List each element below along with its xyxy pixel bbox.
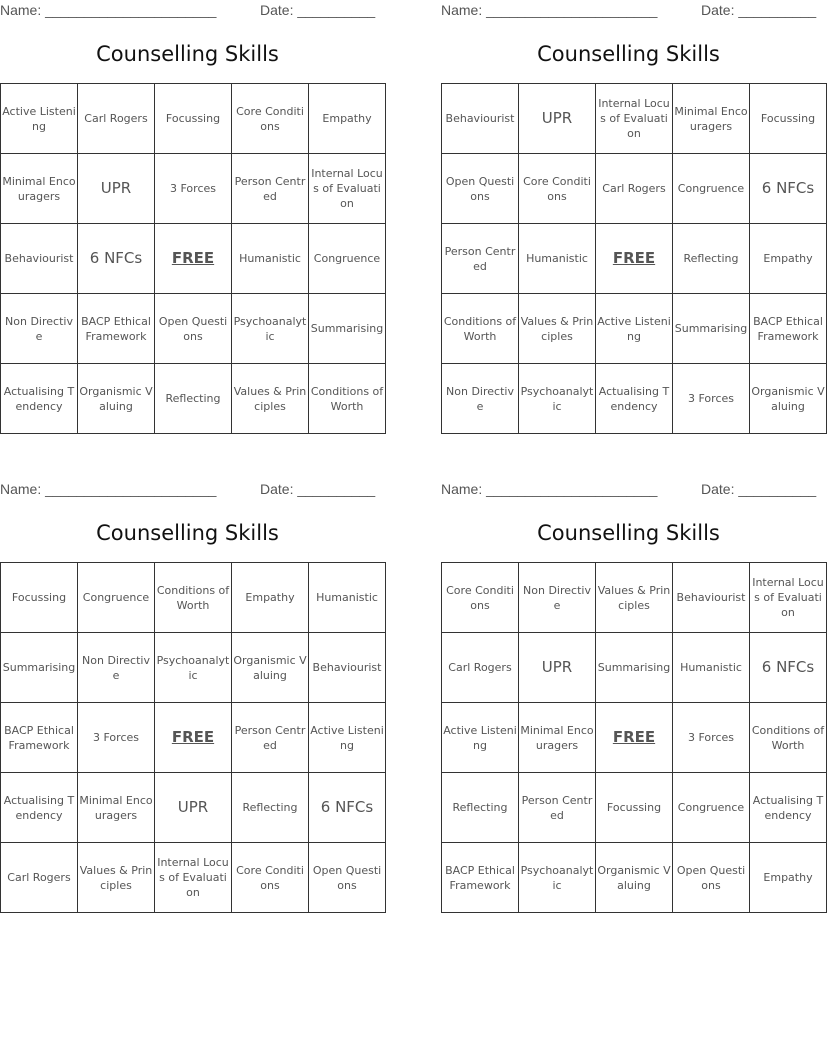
bingo-cell: Psychoanalytic (232, 294, 309, 364)
free-space-cell: FREE (155, 224, 232, 294)
bingo-cell: Internal Locus of Evaluation (596, 84, 673, 154)
bingo-cell: Non Directive (519, 563, 596, 633)
card-title: Counselling Skills (96, 42, 279, 66)
bingo-cell: Actualising Tendency (1, 364, 78, 434)
bingo-cell: Focussing (750, 84, 827, 154)
bingo-cell: Organismic Valuing (78, 364, 155, 434)
bingo-cell: Reflecting (442, 773, 519, 843)
card-title: Counselling Skills (537, 521, 720, 545)
bingo-cell: Person Centred (232, 154, 309, 224)
bingo-cell: Non Directive (442, 364, 519, 434)
card-header (441, 479, 816, 499)
bingo-cell: Summarising (309, 294, 386, 364)
card-header (0, 479, 375, 499)
bingo-cell: Humanistic (673, 633, 750, 703)
bingo-card (441, 479, 825, 919)
name-field-label: Name: ______________________ (441, 2, 658, 18)
bingo-cell: Open Questions (309, 843, 386, 913)
bingo-grid (441, 562, 827, 913)
bingo-cell: Open Questions (673, 843, 750, 913)
grid-row (1, 563, 386, 633)
bingo-cell: Empathy (232, 563, 309, 633)
grid-row (442, 84, 827, 154)
bingo-cell: Empathy (750, 843, 827, 913)
free-space-cell: FREE (596, 703, 673, 773)
date-field-label: Date: __________ (260, 2, 376, 18)
bingo-cell: Humanistic (309, 563, 386, 633)
bingo-cell: Core Conditions (232, 84, 309, 154)
bingo-cell: Values & Principles (78, 843, 155, 913)
bingo-cell: Behaviourist (309, 633, 386, 703)
bingo-cell: Actualising Tendency (1, 773, 78, 843)
bingo-cell: Psychoanalytic (519, 364, 596, 434)
bingo-cell: Values & Principles (232, 364, 309, 434)
bingo-cell: Non Directive (1, 294, 78, 364)
card-title: Counselling Skills (537, 42, 720, 66)
bingo-cell: Focussing (1, 563, 78, 633)
bingo-cell: Humanistic (232, 224, 309, 294)
bingo-cell: Internal Locus of Evaluation (309, 154, 386, 224)
bingo-grid (0, 83, 386, 434)
bingo-cell: Internal Locus of Evaluation (155, 843, 232, 913)
bingo-cell: Congruence (673, 773, 750, 843)
date-field-label: Date: __________ (260, 481, 376, 497)
grid-row (1, 224, 386, 294)
bingo-cell: Values & Principles (519, 294, 596, 364)
grid-row (1, 633, 386, 703)
grid-row (1, 703, 386, 773)
bingo-cell: Humanistic (519, 224, 596, 294)
card-header (441, 0, 816, 20)
grid-row (1, 364, 386, 434)
grid-row (442, 773, 827, 843)
bingo-cell: Values & Principles (596, 563, 673, 633)
bingo-card (0, 479, 384, 919)
bingo-cell: Reflecting (232, 773, 309, 843)
card-title: Counselling Skills (96, 521, 279, 545)
bingo-cell: Conditions of Worth (309, 364, 386, 434)
bingo-cell: Summarising (596, 633, 673, 703)
bingo-cell: UPR (519, 633, 596, 703)
grid-row (442, 154, 827, 224)
bingo-cell: 6 NFCs (309, 773, 386, 843)
bingo-cell: Empathy (309, 84, 386, 154)
grid-row (442, 563, 827, 633)
name-field-label: Name: ______________________ (441, 481, 658, 497)
bingo-cell: UPR (78, 154, 155, 224)
bingo-cell: Behaviourist (442, 84, 519, 154)
free-space-cell: FREE (155, 703, 232, 773)
bingo-cell: 3 Forces (673, 703, 750, 773)
date-field-label: Date: __________ (701, 2, 817, 18)
grid-row (442, 843, 827, 913)
name-field-label: Name: ______________________ (0, 2, 217, 18)
bingo-cell: Minimal Encouragers (1, 154, 78, 224)
card-header (0, 0, 375, 20)
bingo-cell: Person Centred (442, 224, 519, 294)
bingo-cell: BACP Ethical Framework (442, 843, 519, 913)
bingo-cell: Person Centred (232, 703, 309, 773)
bingo-cell: Carl Rogers (78, 84, 155, 154)
bingo-cell: Summarising (1, 633, 78, 703)
grid-row (442, 633, 827, 703)
bingo-cell: Core Conditions (232, 843, 309, 913)
grid-row (442, 703, 827, 773)
name-field-label: Name: ______________________ (0, 481, 217, 497)
grid-row (1, 294, 386, 364)
bingo-cell: Congruence (78, 563, 155, 633)
bingo-cell: Active Listening (1, 84, 78, 154)
grid-row (1, 773, 386, 843)
bingo-cell: 6 NFCs (750, 633, 827, 703)
bingo-cell: 6 NFCs (750, 154, 827, 224)
bingo-cell: Organismic Valuing (750, 364, 827, 434)
bingo-cell: Behaviourist (1, 224, 78, 294)
bingo-grid (441, 83, 827, 434)
bingo-cell: Conditions of Worth (750, 703, 827, 773)
bingo-cell: Empathy (750, 224, 827, 294)
bingo-cell: Actualising Tendency (750, 773, 827, 843)
bingo-cell: 3 Forces (155, 154, 232, 224)
bingo-cell: Core Conditions (442, 563, 519, 633)
bingo-cell: Active Listening (596, 294, 673, 364)
bingo-cell: Behaviourist (673, 563, 750, 633)
bingo-cell: BACP Ethical Framework (1, 703, 78, 773)
bingo-cell: Carl Rogers (596, 154, 673, 224)
bingo-cell: Psychoanalytic (155, 633, 232, 703)
grid-row (442, 364, 827, 434)
bingo-cell: Non Directive (78, 633, 155, 703)
bingo-cell: Psychoanalytic (519, 843, 596, 913)
bingo-cell: Internal Locus of Evaluation (750, 563, 827, 633)
bingo-cell: BACP Ethical Framework (78, 294, 155, 364)
bingo-cell: Organismic Valuing (596, 843, 673, 913)
bingo-cell: Active Listening (309, 703, 386, 773)
bingo-cell: Open Questions (442, 154, 519, 224)
bingo-cell: Open Questions (155, 294, 232, 364)
bingo-cell: 6 NFCs (78, 224, 155, 294)
bingo-card (0, 0, 384, 440)
bingo-cell: Conditions of Worth (442, 294, 519, 364)
bingo-cell: Focussing (155, 84, 232, 154)
bingo-cell: Actualising Tendency (596, 364, 673, 434)
bingo-cell: Congruence (673, 154, 750, 224)
bingo-cell: Conditions of Worth (155, 563, 232, 633)
bingo-cell: 3 Forces (673, 364, 750, 434)
bingo-cell: UPR (519, 84, 596, 154)
bingo-card (441, 0, 825, 440)
bingo-grid (0, 562, 386, 913)
bingo-cell: BACP Ethical Framework (750, 294, 827, 364)
bingo-cell: Focussing (596, 773, 673, 843)
free-space-cell: FREE (596, 224, 673, 294)
bingo-cell: Summarising (673, 294, 750, 364)
bingo-cell: Minimal Encouragers (519, 703, 596, 773)
date-field-label: Date: __________ (701, 481, 817, 497)
grid-row (442, 294, 827, 364)
bingo-cell: Person Centred (519, 773, 596, 843)
bingo-cell: Reflecting (155, 364, 232, 434)
bingo-cell: Minimal Encouragers (673, 84, 750, 154)
bingo-cell: UPR (155, 773, 232, 843)
bingo-cell: Minimal Encouragers (78, 773, 155, 843)
bingo-cell: Carl Rogers (442, 633, 519, 703)
grid-row (442, 224, 827, 294)
grid-row (1, 84, 386, 154)
bingo-cell: Carl Rogers (1, 843, 78, 913)
bingo-cell: Active Listening (442, 703, 519, 773)
grid-row (1, 843, 386, 913)
bingo-cell: 3 Forces (78, 703, 155, 773)
bingo-cell: Core Conditions (519, 154, 596, 224)
grid-row (1, 154, 386, 224)
bingo-cell: Organismic Valuing (232, 633, 309, 703)
bingo-cell: Reflecting (673, 224, 750, 294)
bingo-cell: Congruence (309, 224, 386, 294)
